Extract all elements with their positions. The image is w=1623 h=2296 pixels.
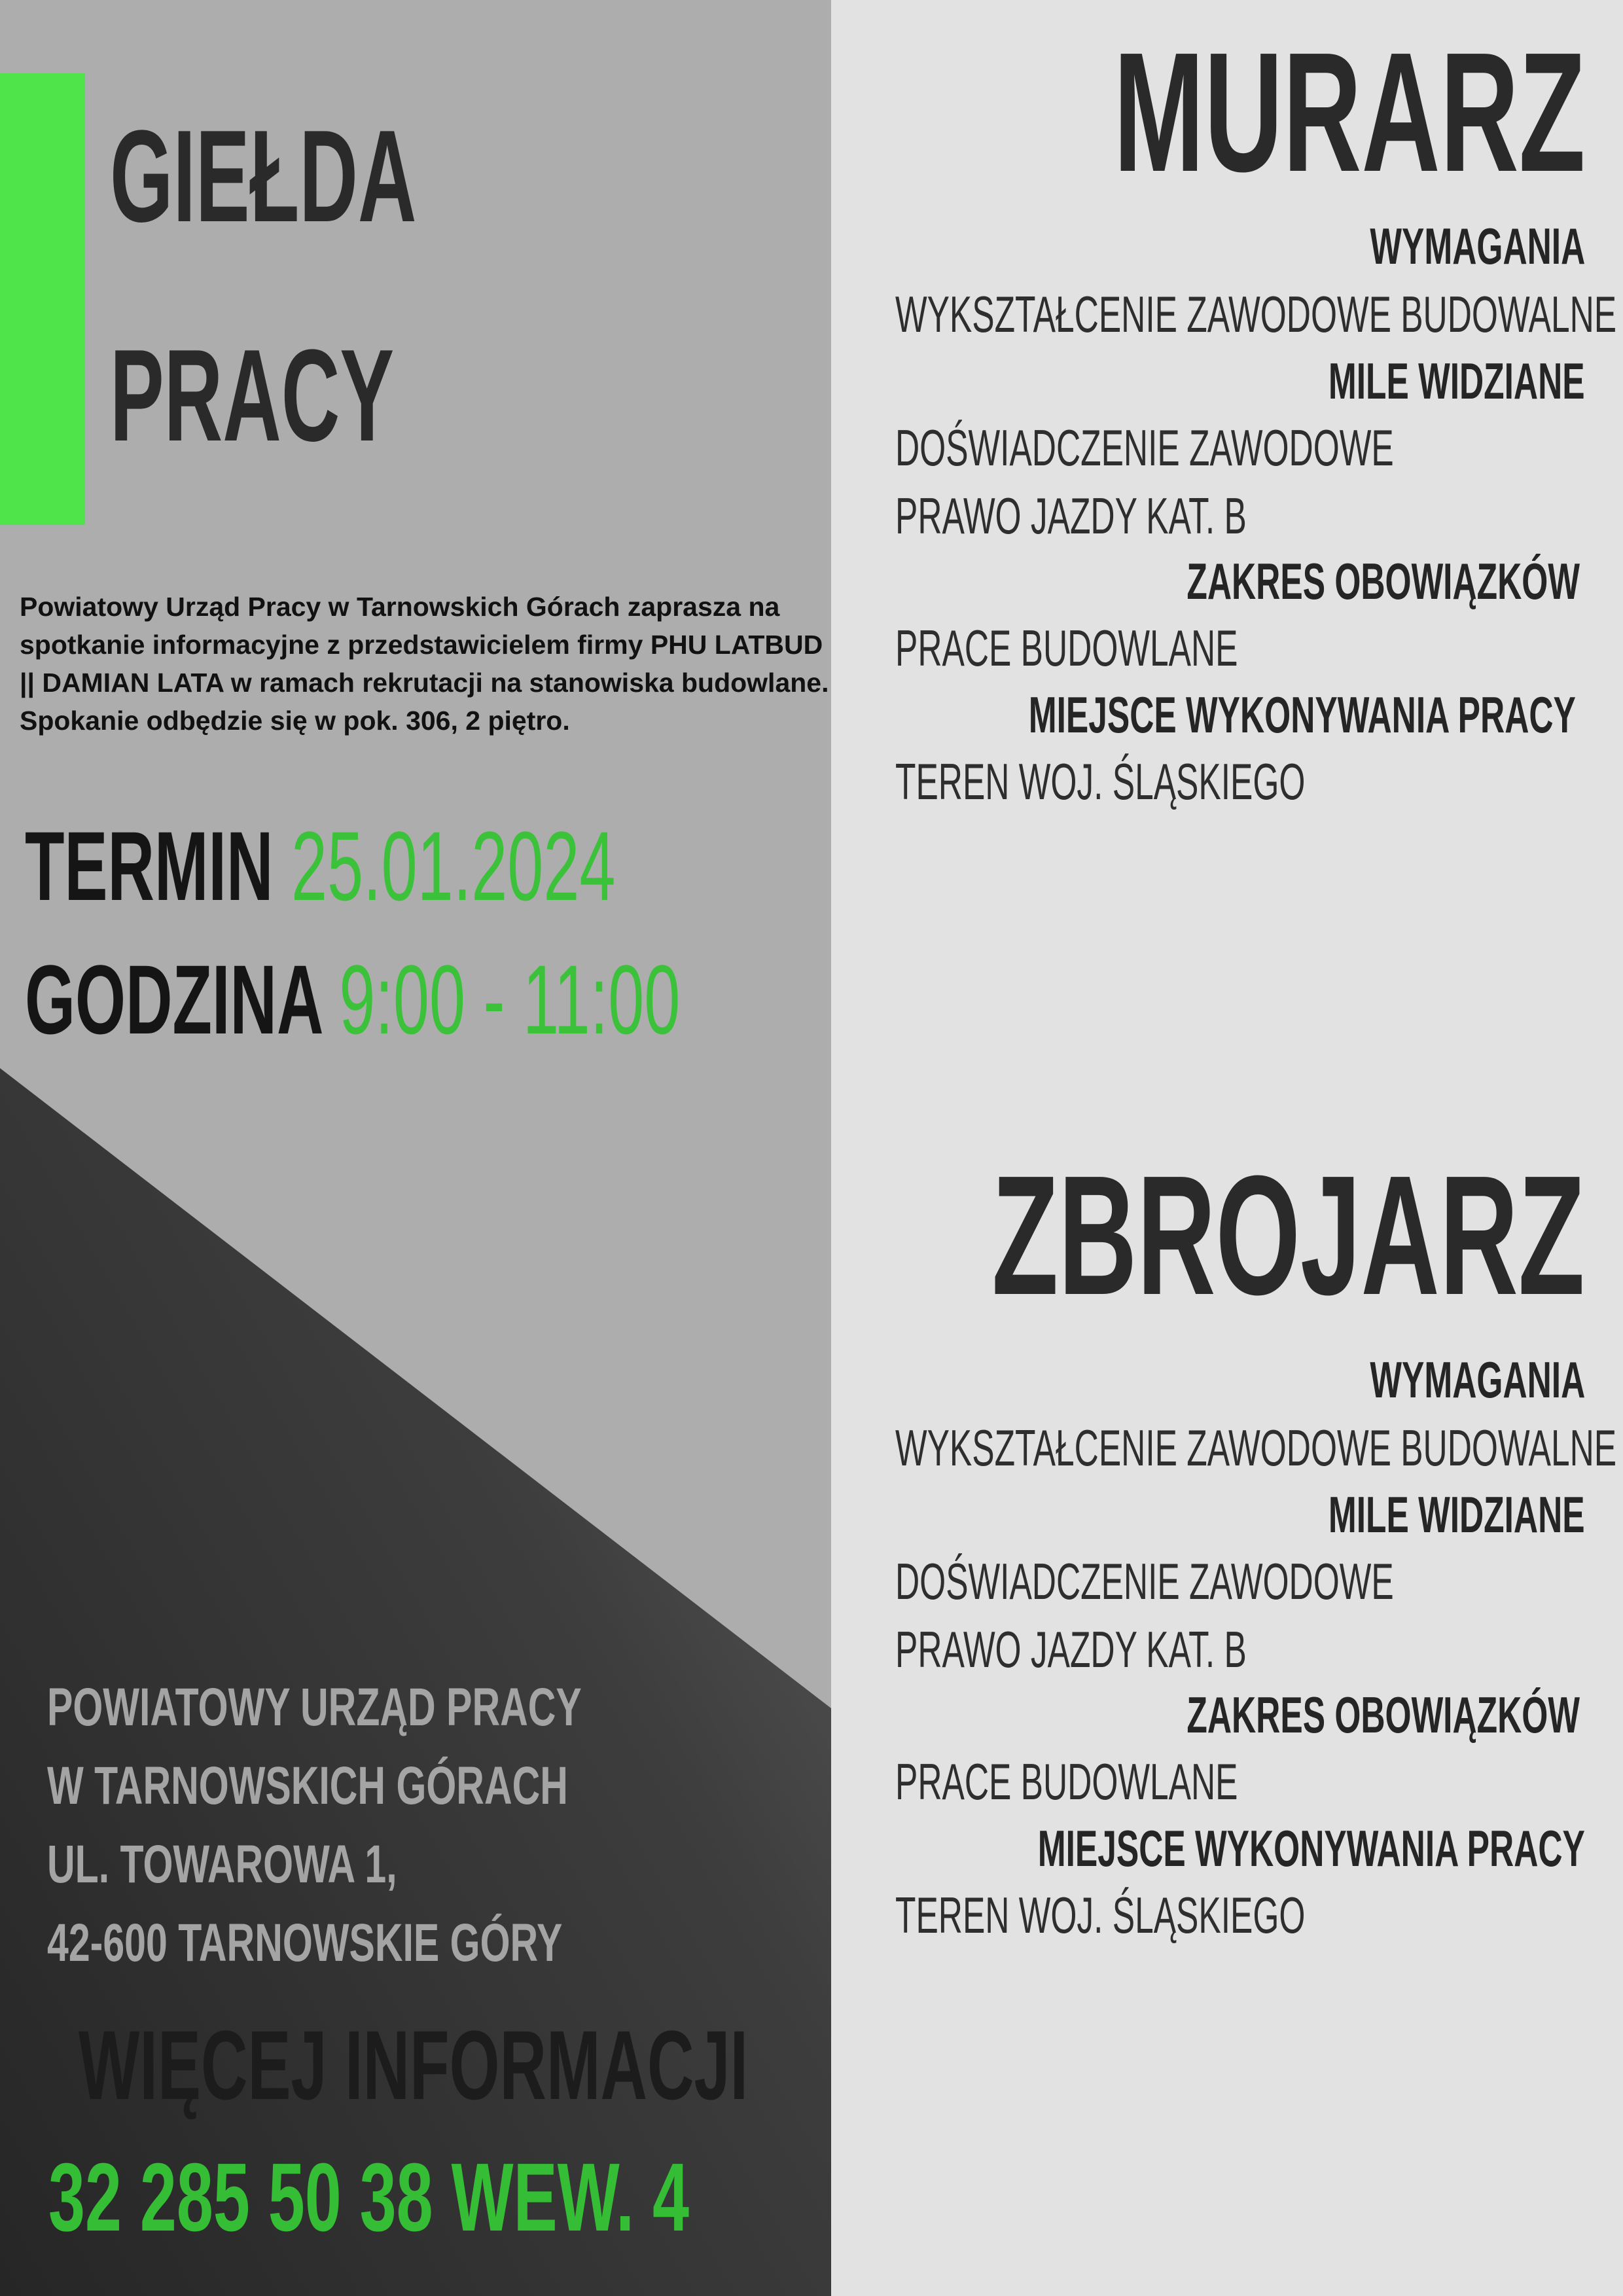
time-value: 9:00 - 11:00	[339, 944, 681, 1054]
duties-heading: ZAKRES OBOWIĄZKÓW	[1186, 1686, 1580, 1744]
preferred-item: PRAWO JAZDY KAT. B	[895, 487, 1247, 545]
intro-text: Powiatowy Urząd Pracy w Tarnowskich Górach zaprasza na spotkanie informacyjne z przedstawicielem firmy PHU LATBUD || DAMIAN LATA w ramach rekrutacji na stanowiska budowlane. Spokanie odbędzie się w pok. 306, 2 piętro.	[20, 592, 829, 736]
address-line2: W TARNOWSKICH GÓRACH	[47, 1756, 568, 1816]
preferred-item: PRAWO JAZDY KAT. B	[895, 1621, 1247, 1678]
address-line1: POWIATOWY URZĄD PRACY	[47, 1677, 582, 1737]
job-title-zbrojarz: ZBROJARZ	[992, 1141, 1585, 1331]
duties-heading: ZAKRES OBOWIĄZKÓW	[1186, 552, 1580, 610]
page-title-line2: PRACY	[110, 323, 395, 469]
page-title-line1: GIEŁDA	[110, 103, 417, 249]
location-heading: MIEJSCE WYKONYWANIA PRACY	[1037, 1820, 1585, 1877]
preferred-item: DOŚWIADCZENIE ZAWODOWE	[895, 1552, 1394, 1610]
location-text: TEREN WOJ. ŚLĄSKIEGO	[895, 753, 1306, 810]
phone-number: 32 285 50 38 WEW. 4	[48, 2144, 690, 2251]
event-time	[25, 944, 681, 1054]
more-info-heading: WIĘCEJ INFORMACJI	[79, 2010, 749, 2120]
duties-text: PRACE BUDOWLANE	[895, 1753, 1238, 1810]
requirements-heading: WYMAGANIA	[1370, 1351, 1585, 1408]
event-date	[25, 811, 616, 921]
preferred-heading: MILE WIDZIANE	[1329, 352, 1585, 410]
location-heading: MIEJSCE WYKONYWANIA PRACY	[1028, 686, 1576, 744]
job-title-murarz: MURARZ	[1113, 18, 1585, 207]
date-label: TERMIN	[25, 811, 274, 921]
preferred-item: DOŚWIADCZENIE ZAWODOWE	[895, 419, 1394, 476]
address-line3: UL. TOWAROWA 1,	[47, 1835, 397, 1894]
time-label: GODZINA	[25, 944, 321, 1054]
date-value: 25.01.2024	[291, 811, 616, 921]
green-accent-bar	[0, 73, 85, 525]
preferred-heading: MILE WIDZIANE	[1329, 1486, 1585, 1543]
address-line4: 42-600 TARNOWSKIE GÓRY	[47, 1913, 563, 1973]
requirements-text: WYKSZTAŁCENIE ZAWODOWE BUDOWALNE	[895, 1419, 1617, 1477]
requirements-heading: WYMAGANIA	[1370, 217, 1585, 275]
requirements-text: WYKSZTAŁCENIE ZAWODOWE BUDOWALNE	[895, 285, 1617, 343]
location-text: TEREN WOJ. ŚLĄSKIEGO	[895, 1886, 1306, 1944]
duties-text: PRACE BUDOWLANE	[895, 619, 1238, 677]
